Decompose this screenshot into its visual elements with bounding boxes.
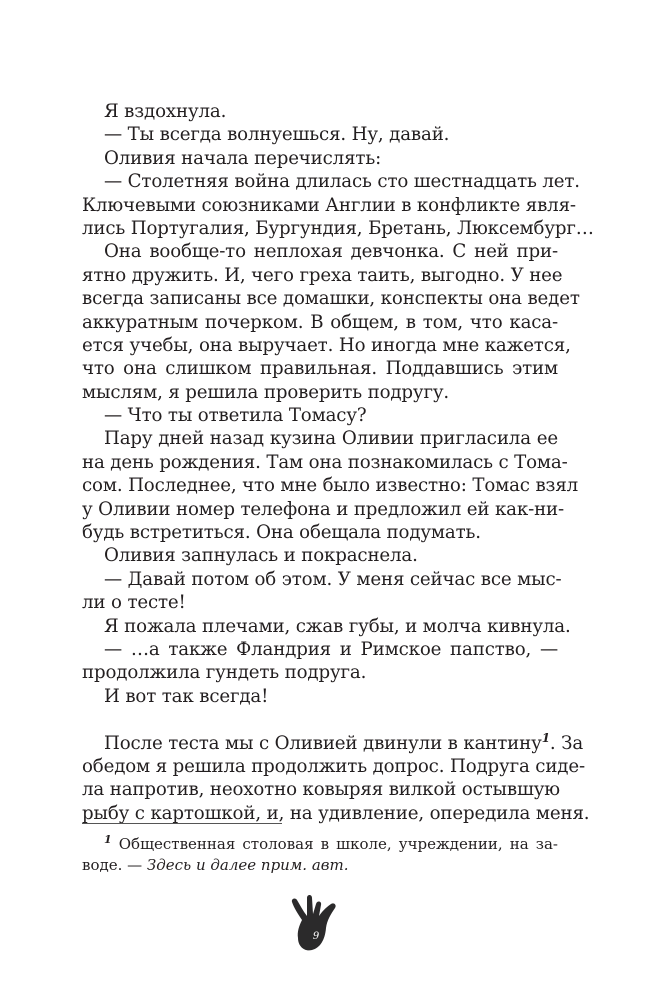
text-line: И вот так всегда!	[104, 685, 269, 707]
text-line: всегда записаны все домашки, конспекты она ведет	[82, 288, 580, 310]
text-span: После теста мы с Оливией двинули в кантину	[104, 732, 542, 754]
text-line: у Оливии номер телефона и предложил ей как-ни-	[82, 498, 565, 520]
footnote-ref[interactable]: 1	[541, 730, 550, 745]
footnote-italic: Здесь и далее прим. авт.	[146, 856, 349, 874]
text-line: продолжила гундеть подруга.	[82, 662, 367, 684]
page-number: 9	[312, 931, 320, 942]
footnote	[82, 834, 558, 876]
paragraph-gap	[82, 708, 558, 731]
footnote-marker: 1	[104, 833, 112, 846]
text-line: ла напротив, неохотно ковыряя вилкой остывшую	[82, 779, 560, 801]
text-line: что она слишком правильная. Поддавшись этим	[82, 358, 558, 380]
text-line: Оливия запнулась и покраснела.	[104, 545, 418, 567]
text-line: аккуратным почерком. В общем, в том, что каса-	[82, 311, 558, 333]
text-span: . За	[549, 732, 584, 754]
text-line: ли о тесте!	[82, 592, 186, 614]
text-line: Она вообще-то неплохая девчонка. С ней при-	[104, 241, 558, 263]
text-line: Ключевыми союзниками Англии в конфликте явля-	[82, 194, 576, 216]
footnote-line	[82, 855, 558, 876]
hand-gesture-icon	[280, 890, 350, 960]
text-line: рыбу с картошкой, и, на удивление, опередила меня.	[82, 802, 590, 824]
text-line-with-note	[82, 730, 584, 755]
text-line: Я пожала плечами, сжав губы, и молча кивнула.	[104, 615, 571, 637]
text-line: ется учебы, она выручает. Но иногда мне кажется,	[82, 334, 571, 356]
footnote-divider	[82, 823, 282, 824]
text-line: мыслям, я решила проверить подругу.	[82, 381, 450, 403]
footnote-line	[82, 834, 558, 855]
text-line: ятно дружить. И, чего греха таить, выгодно. У нее	[82, 264, 563, 286]
text-line: обедом я решила продолжить допрос. Подруга сиде-	[82, 755, 585, 777]
body-text	[82, 100, 594, 825]
text-line: Пару дней назад кузина Оливии пригласила ее	[104, 428, 558, 450]
text-line: на день рождения. Там она познакомилась с Тома-	[82, 451, 568, 473]
text-line: — Что ты ответила Томасу?	[104, 405, 367, 427]
text-line: — …а также Фландрия и Римское папство, —	[104, 638, 558, 660]
text-line: Я вздохнула.	[104, 101, 227, 122]
text-line: будь встретиться. Она обещала подумать.	[82, 522, 481, 544]
text-line: сом. Последнее, что мне было известно: Томас взял	[82, 475, 579, 497]
text-line: — Давай потом об этом. У меня сейчас все мыс-	[104, 568, 562, 590]
text-line: Оливия начала перечислять:	[104, 147, 382, 169]
footnote-text: Общественная столовая в школе, учреждении, на за-	[118, 835, 558, 853]
text-line: — Ты всегда волнуешься. Ну, давай.	[104, 124, 450, 146]
text-line: — Столетняя война длилась сто шестнадцать лет.	[104, 171, 580, 193]
text-line: лись Португалия, Бургундия, Бретань, Люксембург…	[82, 217, 594, 239]
footnote-text: воде. —	[82, 856, 147, 874]
